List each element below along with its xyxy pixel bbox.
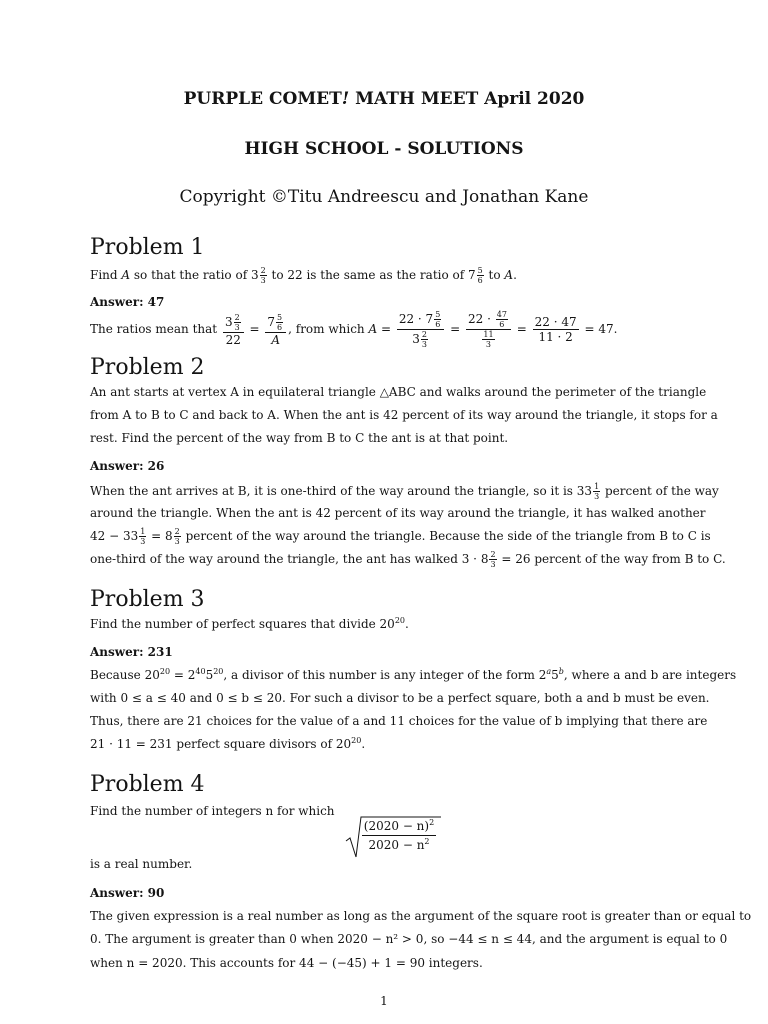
denominator: 6 (435, 320, 441, 329)
numerator: 1 (140, 527, 146, 536)
problem-4-question-line: is a real number. (90, 857, 193, 871)
document-subtitle: HIGH SCHOOL - SOLUTIONS (244, 139, 524, 159)
problem-1-solution (90, 310, 617, 349)
exponent: 20 (213, 667, 224, 676)
denominator: 3 (594, 492, 600, 501)
denominator: 11 · 2 (538, 330, 573, 344)
problem-3-solution-line (90, 737, 365, 751)
problem-4-question-line: Find the number of integers n for which (90, 804, 335, 818)
problem-1-answer: Answer: 47 (90, 295, 165, 309)
title-part: MATH MEET April 2020 (349, 89, 585, 109)
text: Find the number of perfect squares that divide 20 (90, 617, 395, 631)
denominator: 6 (477, 276, 483, 285)
fraction (434, 310, 441, 329)
problem-2-answer: Answer: 26 (90, 459, 165, 473)
problem-4-solution-line: The given expression is a real number as long as the argument of the square root is greater than or equal to (90, 909, 752, 923)
denominator: 3 (234, 322, 240, 332)
denominator (368, 838, 429, 852)
text: 7 (267, 314, 276, 329)
numerator: 5 (277, 312, 283, 322)
problem-3-solution-line (90, 668, 736, 682)
text: to (484, 268, 505, 282)
fraction (265, 313, 286, 347)
text: so that the ratio of 3 (130, 268, 259, 282)
text: , from which (288, 322, 369, 336)
denominator: A (271, 332, 281, 347)
numerator: 5 (435, 310, 441, 319)
problem-2-solution-line (90, 550, 726, 569)
problem-3-question (90, 617, 409, 631)
text: to 22 is the same as the ratio of 7 (267, 268, 476, 282)
exponent: 2 (429, 818, 435, 827)
exponent: 2 (424, 837, 430, 846)
numerator: 1 (594, 482, 600, 491)
numerator (397, 310, 444, 330)
equals-sign: = (380, 322, 392, 336)
title-part: PURPLE COMET (183, 89, 342, 109)
problem-2-heading: Problem 2 (90, 355, 205, 380)
problem-2-question-line: rest. Find the percent of the way from B to C the ant is at that point. (90, 431, 509, 445)
text: = 2 (170, 668, 196, 682)
exponent: 20 (159, 667, 171, 676)
problem-2-solution-line: around the triangle. When the ant is 42 percent of its way around the triangle, it has walked another (90, 506, 706, 520)
fraction (482, 330, 494, 349)
denominator: 6 (277, 322, 283, 332)
exponent: 40 (195, 667, 206, 676)
numerator (466, 310, 511, 330)
fraction (223, 313, 244, 347)
text: 5 (205, 668, 214, 682)
text: 2020 − n (368, 838, 425, 852)
text: = 26 percent of the way from B to C. (497, 552, 726, 566)
fraction (593, 482, 600, 501)
numerator (223, 313, 244, 333)
fraction (533, 315, 579, 344)
numerator: 47 (496, 310, 507, 319)
text: 22 · 7 (398, 312, 434, 326)
problem-4-solution-line: when n = 2020. This accounts for 44 − (−45) + 1 = 90 integers. (90, 956, 483, 970)
copyright-line: Copyright ©Titu Andreescu and Jonathan Kane (179, 187, 589, 207)
math-var: A (121, 268, 131, 282)
title-exclamation: ! (341, 89, 350, 109)
denominator: 3 (140, 537, 146, 546)
numerator (265, 313, 286, 333)
text: Because 20 (90, 668, 160, 682)
exponent: b (558, 667, 564, 676)
math-var: A (504, 268, 514, 282)
fraction (466, 310, 511, 349)
text: The ratios mean that (90, 322, 218, 336)
problem-3-solution-line: with 0 ≤ a ≤ 40 and 0 ≤ b ≤ 20. For such a divisor to be a perfect square, both a and b must be even. (90, 691, 710, 705)
numerator: 5 (477, 266, 483, 275)
problem-2-solution-line (90, 527, 711, 546)
fraction (397, 310, 444, 349)
page-number: 1 (380, 994, 388, 1008)
fraction (260, 266, 267, 285)
denominator: 3 (421, 340, 427, 349)
problem-3-answer: Answer: 231 (90, 645, 173, 659)
problem-2-solution-line (90, 482, 719, 501)
math-var: A (368, 322, 378, 336)
numerator: 2 (234, 312, 240, 322)
numerator: 2 (260, 266, 266, 275)
fraction (496, 310, 508, 329)
numerator: 11 (483, 330, 494, 339)
numerator: 2 (174, 527, 180, 536)
text: When the ant arrives at B, it is one-third of the way around the triangle, so it is 33 (90, 484, 593, 498)
equals-sign: = (249, 322, 260, 336)
exponent: a (546, 667, 552, 676)
text: . (361, 737, 366, 751)
text: = 47. (584, 322, 618, 336)
text: (2020 − n) (363, 819, 430, 833)
text: 3 (412, 332, 420, 346)
problem-1-heading: Problem 1 (90, 235, 205, 260)
exponent: 20 (351, 736, 362, 745)
equals-sign: = (516, 322, 527, 336)
text: percent of the way (601, 484, 719, 498)
numerator: 2 (490, 550, 496, 559)
text: = 8 (147, 529, 173, 543)
denominator: 6 (499, 320, 505, 329)
document-title (0, 89, 768, 109)
text: one-third of the way around the triangle, the ant has walked 3 · 8 (90, 552, 489, 566)
problem-4-solution-line: 0. The argument is greater than 0 when 2020 − n² > 0, so −44 ≤ n ≤ 44, and the argument is equal to 0 (90, 932, 728, 946)
problem-4-heading: Problem 4 (90, 772, 205, 797)
text: 5 (551, 668, 559, 682)
denominator: 3 (490, 560, 496, 569)
denominator (397, 330, 444, 349)
denominator: 3 (174, 537, 180, 546)
numerator: 2 (421, 330, 427, 339)
problem-4-answer: Answer: 90 (90, 886, 165, 900)
fraction (174, 527, 181, 546)
problem-3-solution-line: Thus, there are 21 choices for the value of a and 11 choices for the value of b implying that there are (90, 714, 708, 728)
fraction (276, 313, 283, 332)
exponent: 20 (394, 616, 405, 625)
numerator: 22 · 47 (534, 315, 577, 329)
text: Find (90, 268, 122, 282)
text: 3 (224, 314, 233, 329)
problem-3-heading: Problem 3 (90, 587, 205, 612)
radicand-fraction (362, 817, 436, 854)
fraction (477, 266, 484, 285)
fraction (139, 527, 146, 546)
problem-2-question-line: from A to B to C and back to A. When the ant is 42 percent of its way around the triangle, it stops for a (90, 408, 718, 422)
problem-2-question-line: An ant starts at vertex A in equilateral triangle △ABC and walks around the perimeter of the triangle (90, 385, 707, 399)
fraction (421, 330, 428, 349)
problem-1-question (90, 266, 517, 285)
denominator: 22 (225, 332, 241, 347)
text: , a divisor of this number is any integer of the form 2 (223, 668, 547, 682)
text: , where a and b are integers (563, 668, 737, 682)
fraction (489, 550, 496, 569)
text: 22 · (468, 312, 495, 326)
numerator (362, 817, 436, 836)
equals-sign: = (450, 322, 461, 336)
text: 21 · 11 = 231 perfect square divisors of 20 (90, 737, 352, 751)
text: . (513, 268, 517, 282)
text: percent of the way around the triangle. Because the side of the triangle from B to C is (181, 529, 711, 543)
denominator (466, 330, 511, 349)
text: 42 − 33 (90, 529, 139, 543)
denominator: 3 (260, 276, 266, 285)
denominator: 3 (485, 340, 492, 349)
text: . (405, 617, 409, 631)
fraction (234, 313, 241, 332)
